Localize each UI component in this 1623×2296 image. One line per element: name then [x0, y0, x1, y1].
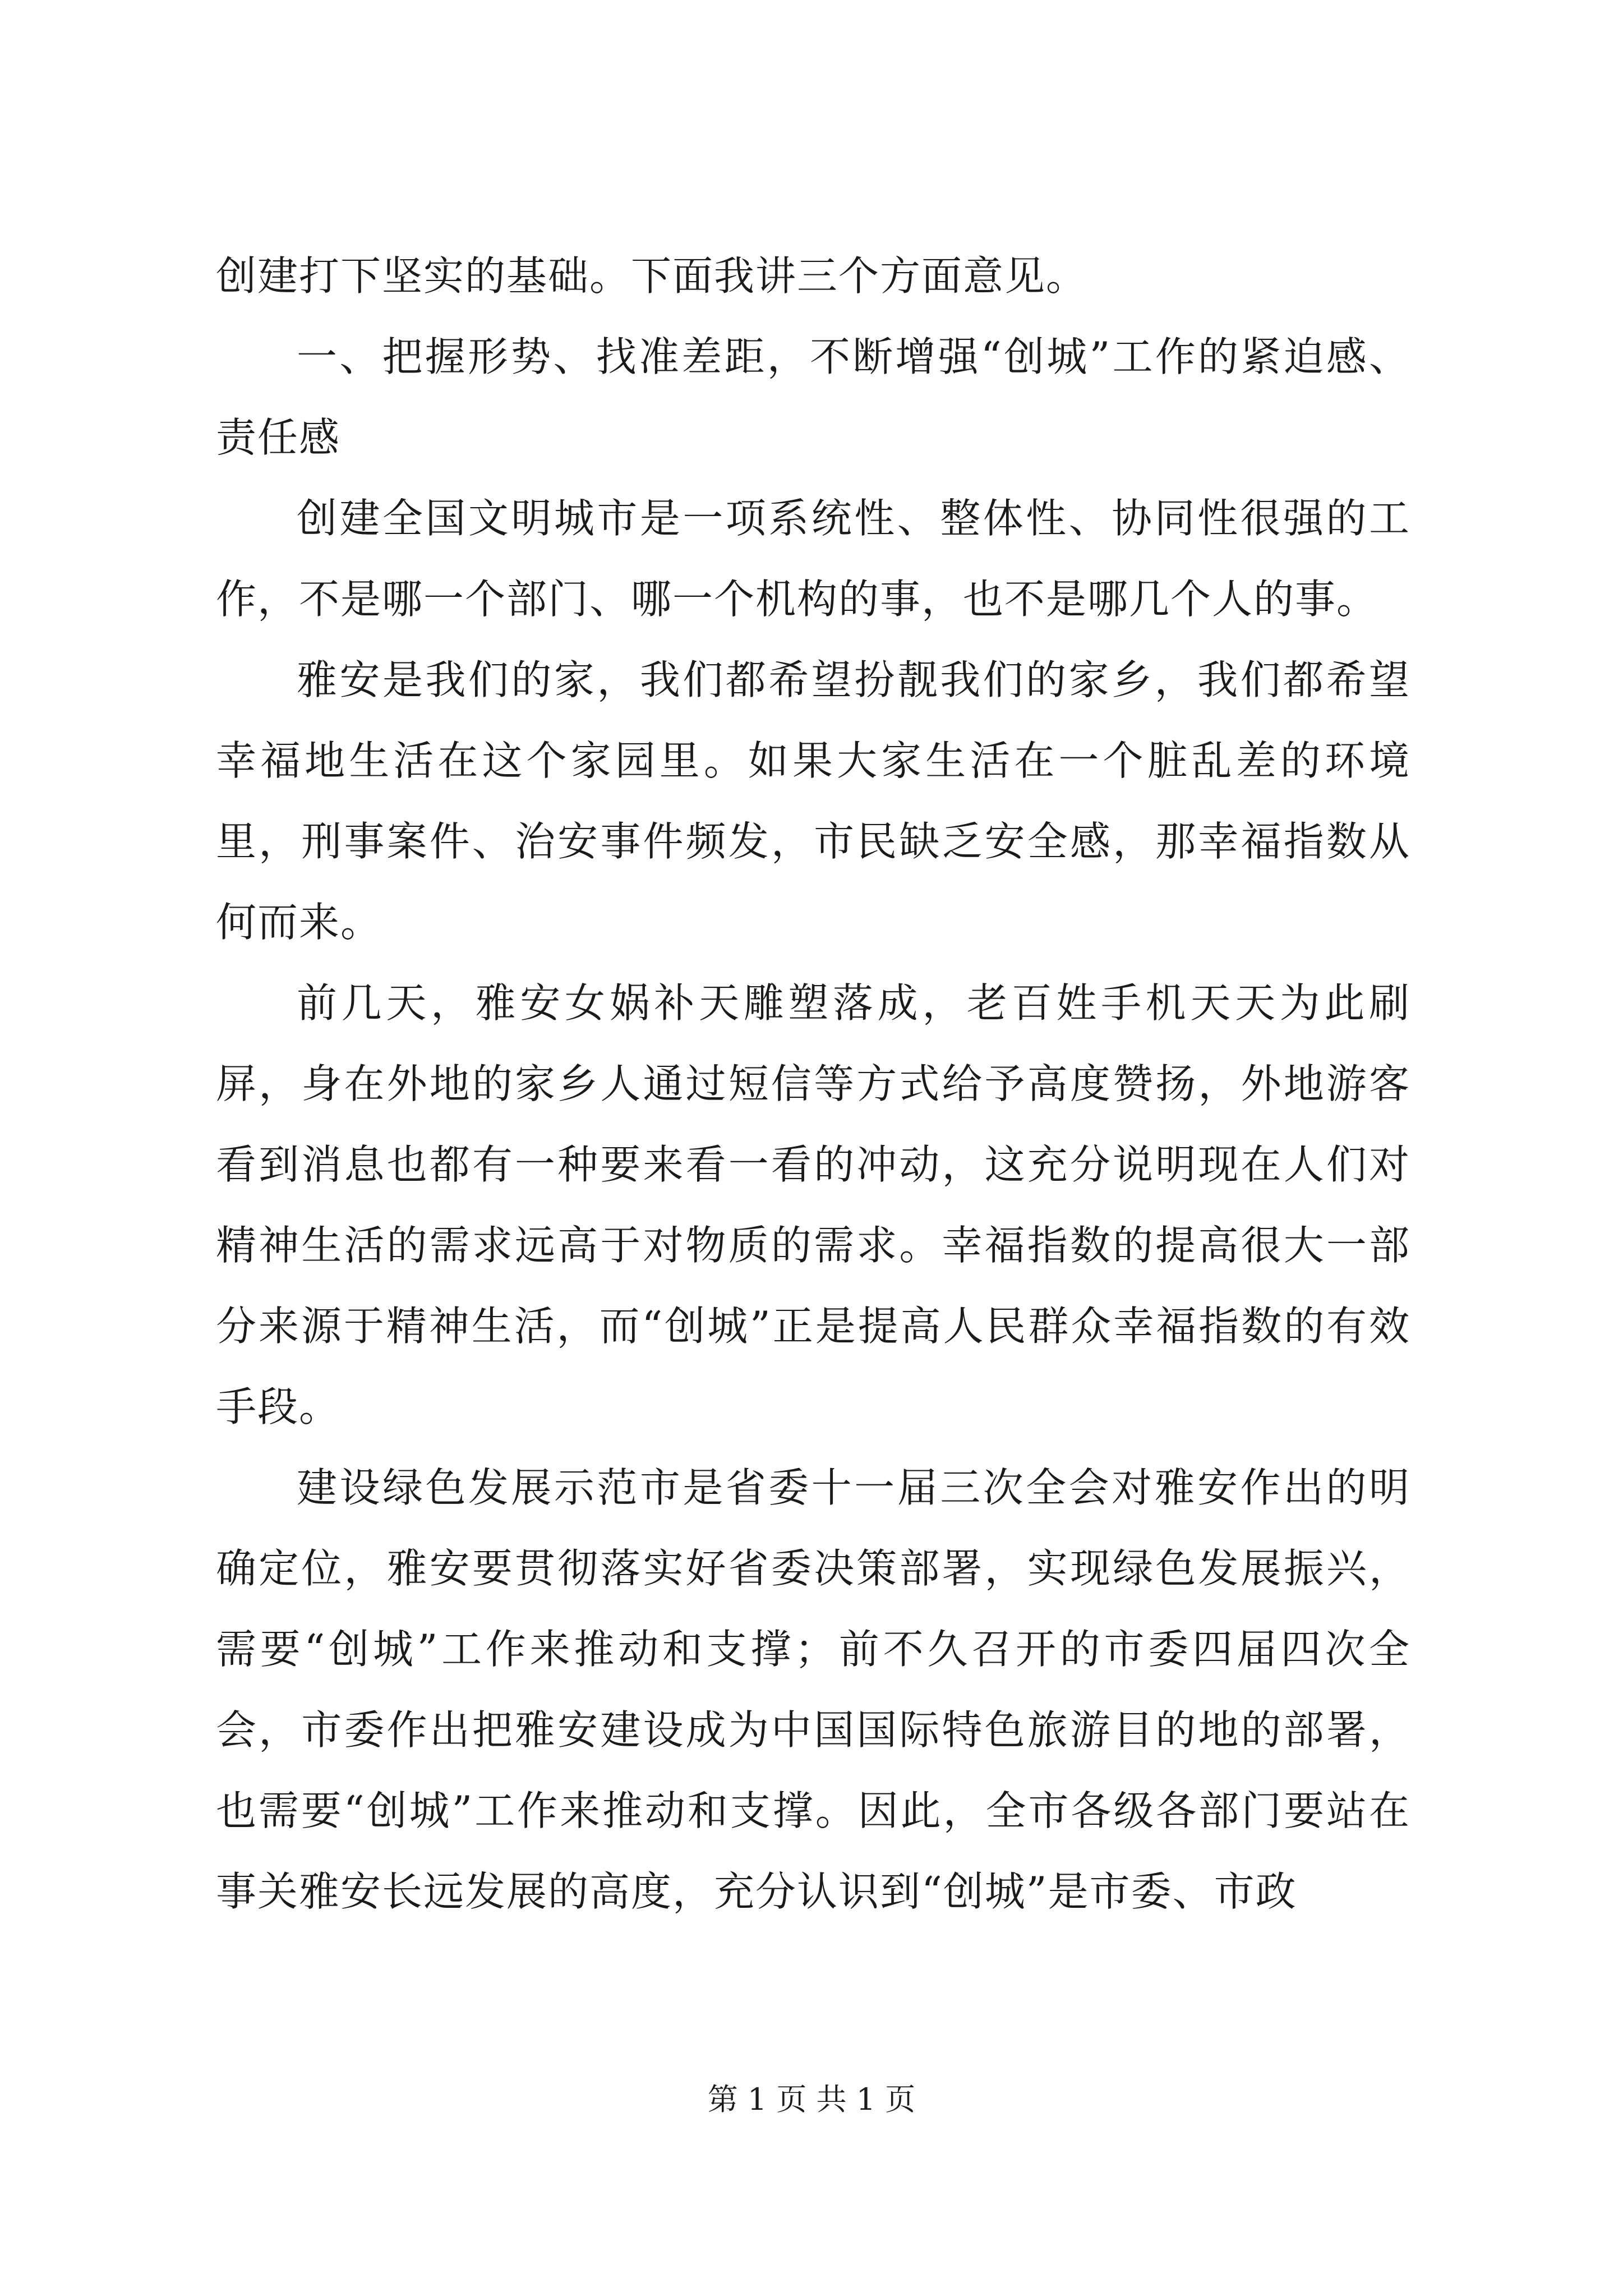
section-heading-1: 一、把握形势、找准差距，不断增强“创城”工作的紧迫感、责任感: [216, 333, 1410, 461]
paragraph-6: 建设绿色发展示范市是省委十一届三次全会对雅安作出的明确定位，雅安要贯彻落实好省委决策部署，实现绿色发展振兴，需要“创城”工作来推动和支撑；前不久召开的市委四届四次全会，市委作出把雅安建设成为中国国际特色旅游目的地的部署，也需要“创城”工作来推动和支撑。因此，全市各级各部门要站在事关雅安长远发展的高度，充分认识到“创城”是市委、市政: [216, 1464, 1410, 1915]
paragraph-5: 前几天，雅安女娲补天雕塑落成，老百姓手机天天为此刷屏，身在外地的家乡人通过短信等方式给予高度赞扬，外地游客看到消息也都有一种要来看一看的冲动，这充分说明现在人们对精神生活的需求远高于对物质的需求。幸福指数的提高很大一部分来源于精神生活，而“创城”正是提高人民群众幸福指数的有效手段。: [216, 979, 1410, 1430]
paragraph-3: 创建全国文明城市是一项系统性、整体性、协同性很强的工作，不是哪一个部门、哪一个机构的事，也不是哪几个人的事。: [216, 495, 1410, 623]
page-footer: 第 1 页 共 1 页: [707, 2082, 916, 2117]
document-body: [216, 236, 1410, 1932]
paragraph-4: 雅安是我们的家，我们都希望扮靓我们的家乡，我们都希望幸福地生活在这个家园里。如果大家生活在一个脏乱差的环境里，刑事案件、治安事件频发，市民缺乏安全感，那幸福指数从何而来。: [216, 656, 1410, 946]
paragraph-1: 创建打下坚实的基础。下面我讲三个方面意见。: [216, 252, 1088, 300]
